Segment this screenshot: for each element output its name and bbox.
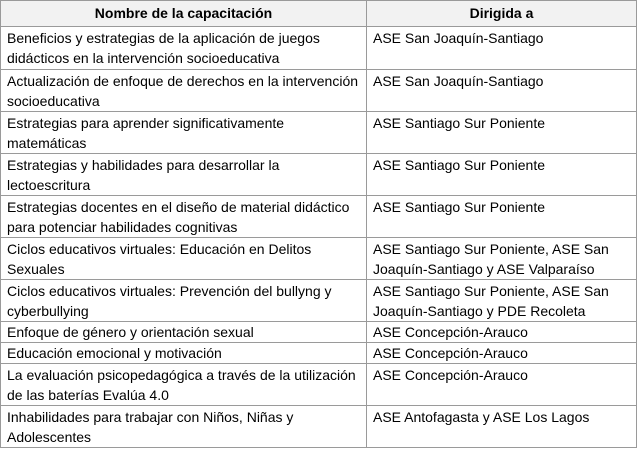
cell-dirigida: ASE Santiago Sur Poniente, ASE San Joaquín-Santiago y PDE Recoleta [367, 280, 637, 322]
cell-nombre: Inhabilidades para trabajar con Niños, Niñas y Adolescentes [1, 406, 367, 448]
table-row [1, 280, 637, 322]
cell-nombre: Ciclos educativos virtuales: Educación en Delitos Sexuales [1, 238, 367, 280]
cell-nombre: Estrategias para aprender significativamente matemáticas [1, 112, 367, 154]
table-row [1, 112, 637, 154]
table-row [1, 322, 637, 343]
cell-dirigida: ASE Concepción-Arauco [367, 364, 637, 406]
cell-dirigida: ASE San Joaquín-Santiago [367, 70, 637, 112]
table-row [1, 364, 637, 406]
cell-nombre: Enfoque de género y orientación sexual [1, 322, 367, 343]
cell-dirigida: ASE Santiago Sur Poniente, ASE San Joaquín-Santiago y ASE Valparaíso [367, 238, 637, 280]
cell-dirigida: ASE Concepción-Arauco [367, 343, 637, 364]
table-header-row [1, 1, 637, 27]
cell-nombre: Actualización de enfoque de derechos en la intervención socioeducativa [1, 70, 367, 112]
table-row [1, 343, 637, 364]
cell-nombre: Beneficios y estrategias de la aplicación de juegos didácticos en la intervención socioeducativa [1, 27, 367, 70]
cell-nombre: La evaluación psicopedagógica a través de la utilización de las baterías Evalúa 4.0 [1, 364, 367, 406]
table-row [1, 70, 637, 112]
table-row [1, 196, 637, 238]
table-row [1, 406, 637, 448]
column-header-dirigida: Dirigida a [367, 1, 637, 27]
table-row [1, 238, 637, 280]
cell-dirigida: ASE Santiago Sur Poniente [367, 196, 637, 238]
cell-dirigida: ASE Santiago Sur Poniente [367, 154, 637, 196]
cell-nombre: Educación emocional y motivación [1, 343, 367, 364]
column-header-nombre: Nombre de la capacitación [1, 1, 367, 27]
table-row [1, 154, 637, 196]
table-row [1, 27, 637, 70]
cell-nombre: Estrategias docentes en el diseño de material didáctico para potenciar habilidades cognitivas [1, 196, 367, 238]
cell-nombre: Ciclos educativos virtuales: Prevención del bullyng y cyberbullying [1, 280, 367, 322]
cell-nombre: Estrategias y habilidades para desarrollar la lectoescritura [1, 154, 367, 196]
cell-dirigida: ASE San Joaquín-Santiago [367, 27, 637, 70]
cell-dirigida: ASE Santiago Sur Poniente [367, 112, 637, 154]
cell-dirigida: ASE Concepción-Arauco [367, 322, 637, 343]
cell-dirigida: ASE Antofagasta y ASE Los Lagos [367, 406, 637, 448]
